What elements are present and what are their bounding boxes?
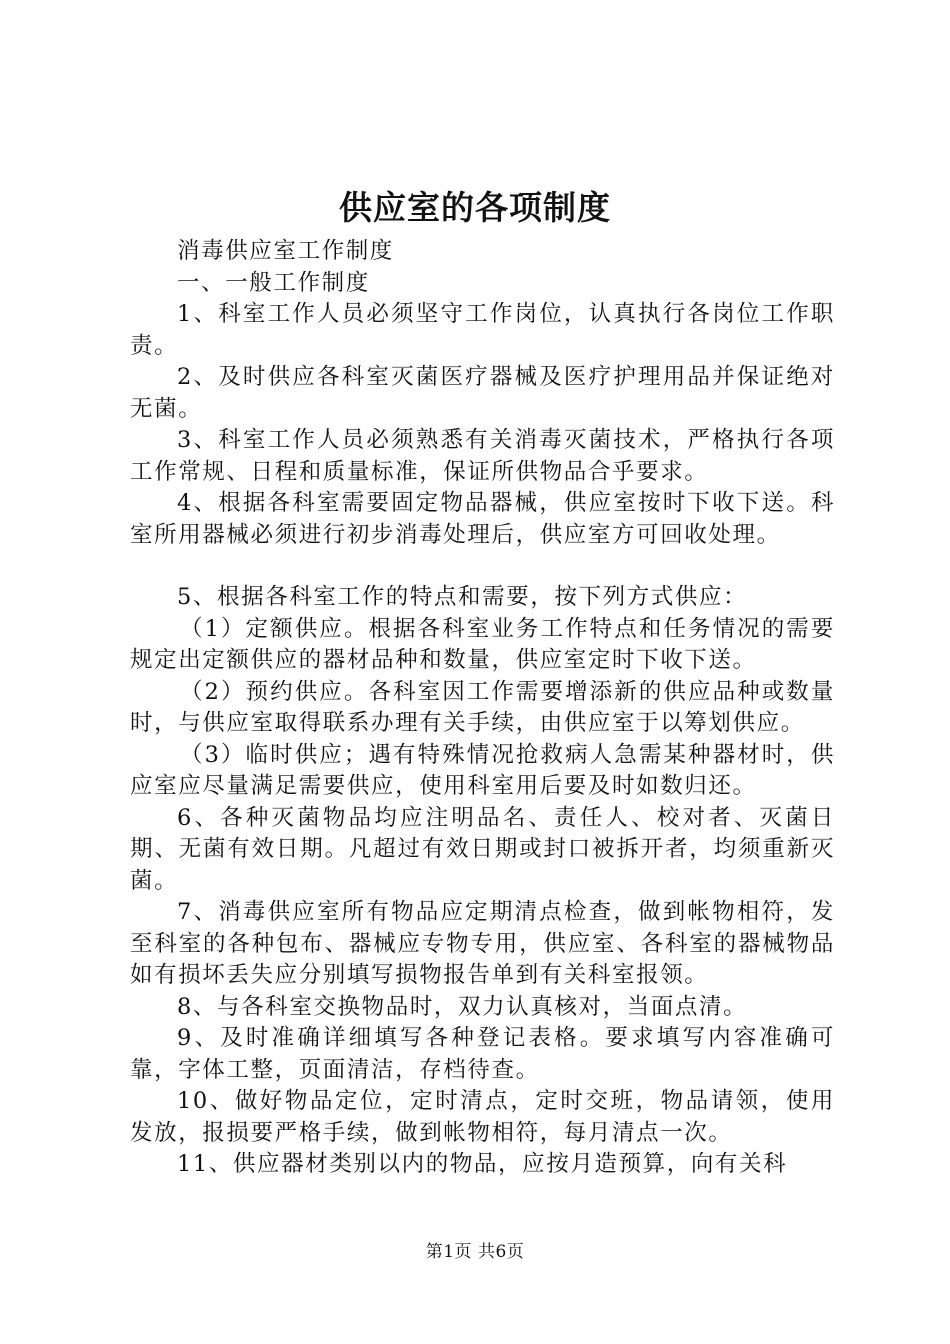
document-title: 供应室的各项制度 [339, 188, 611, 227]
rule-paragraph-8: 8、与各科室交换物品时，双力认真核对，当面点清。 [177, 993, 748, 1020]
rule-paragraph-6: 6、各种灭菌物品均应注明品名、责任人、校对者、灭菌日期、无菌有效日期。凡超过有效日期或封口被拆开者，均须重新灭菌。 [130, 804, 835, 894]
rule-paragraph-10: 10、做好物品定位，定时清点，定时交班，物品请领，使用发放，报损要严格手续，做到帐物相符，每月清点一次。 [130, 1088, 835, 1146]
rule-paragraph-5-1: （1）定额供应。根据各科室业务工作特点和任务情况的需要规定出定额供应的器材品种和数量，供应室定时下收下送。 [130, 615, 835, 673]
page-footer: 第1页 共6页 [425, 1242, 525, 1262]
rule-paragraph-3: 3、科室工作人员必须熟悉有关消毒灭菌技术，严格执行各项工作常规、日程和质量标准，保证所供物品合乎要求。 [130, 427, 835, 485]
section-heading: 消毒供应室工作制度 [177, 238, 394, 264]
rule-paragraph-4: 4、根据各科室需要固定物品器械，供应室按时下收下送。科室所用器械必须进行初步消毒处理后，供应室方可回收处理。 [130, 490, 835, 548]
document-body [130, 236, 835, 1181]
rule-paragraph-5: 5、根据各科室工作的特点和需要，按下列方式供应： [177, 584, 748, 610]
rule-paragraph-9: 9、及时准确详细填写各种登记表格。要求填写内容准确可靠，字体工整，页面清洁，存档待查。 [130, 1025, 835, 1083]
rule-paragraph-11: 11、供应器材类别以内的物品，应按月造预算，向有关科 [177, 1151, 788, 1177]
rule-paragraph-5-3: （3）临时供应；遇有特殊情况抢救病人急需某种器材时，供应室应尽量满足需要供应，使用科室用后要及时如数归还。 [130, 741, 835, 799]
rule-paragraph-2: 2、及时供应各科室灭菌医疗器械及医疗护理用品并保证绝对无菌。 [130, 364, 835, 422]
rule-paragraph-5-2: （2）预约供应。各科室因工作需要增添新的供应品种或数量时，与供应室取得联系办理有关手续，由供应室于以筹划供应。 [130, 678, 835, 736]
subsection-heading: 一、一般工作制度 [177, 269, 370, 296]
rule-paragraph-1: 1、科室工作人员必须坚守工作岗位，认真执行各岗位工作职责。 [130, 301, 835, 359]
rule-paragraph-7: 7、消毒供应室所有物品应定期清点检查，做到帐物相符，发至科室的各种包布、器械应专物专用，供应室、各科室的器械物品如有损坏丢失应分别填写损物报告单到有关科室报领。 [130, 899, 835, 988]
